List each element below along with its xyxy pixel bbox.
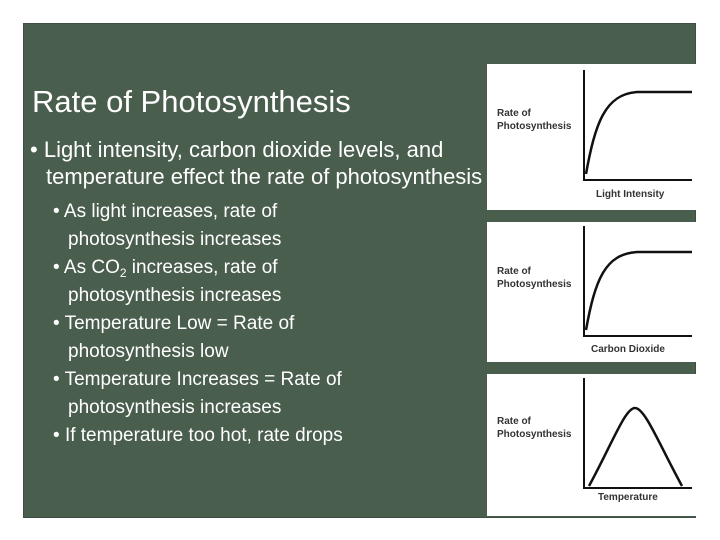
saturation-curve: [586, 252, 692, 330]
graph-ylabel: Rate of: [497, 416, 531, 427]
sub-bullet-text: increases, rate of photosynthesis increases: [68, 257, 282, 306]
graph-xlabel: Carbon Dioxide: [591, 344, 665, 355]
bullet-main-text: Light intensity, carbon dioxide levels, and temperature effect the rate of photosynthesis: [43, 137, 483, 189]
bullet-list: [30, 136, 490, 450]
light-intensity-graph: [487, 64, 697, 210]
sub-bullet-text: Temperature Low = Rate of photosynthesis low: [64, 313, 295, 362]
sub-bullet-text: If temperature too hot, rate drops: [64, 425, 343, 446]
graph-axes: [584, 378, 692, 488]
saturation-curve: [586, 92, 692, 174]
graph-ylabel: Rate of: [497, 266, 531, 277]
graph-ylabel: Photosynthesis: [497, 429, 572, 440]
sub-bullet-co2: • As $CO_2$ increases, rate of photosynthesis increases: [53, 257, 282, 306]
bullet-main: • Light intensity, carbon dioxide levels, and temperature effect the rate of photosynthesis: [30, 137, 483, 189]
sub-bullet-temp-low: • Temperature Low = Rate of photosynthesis low: [53, 313, 295, 362]
peak-curve: [589, 408, 682, 486]
sub-bullet-text: Temperature Increases = Rate of photosynthesis increases: [64, 369, 342, 418]
carbon-dioxide-graph: [487, 222, 697, 362]
sub-bullet-light: • As light increases, rate of photosynthesis increases: [53, 201, 282, 250]
graph-ylabel: Photosynthesis: [497, 279, 572, 290]
sub-bullet-text: As light increases, rate of photosynthesis increases: [63, 201, 282, 250]
temperature-graph-svg: [487, 374, 697, 516]
sub-bullet-temp-increase: • Temperature Increases = Rate of photosynthesis increases: [53, 369, 342, 418]
graph-xlabel: Temperature: [598, 492, 658, 503]
light-intensity-graph-svg: [487, 64, 697, 210]
graph-axes: [584, 70, 692, 180]
graph-xlabel: Light Intensity: [596, 189, 665, 200]
sub-bullet-too-hot: • If temperature too hot, rate drops: [53, 425, 343, 446]
graph-ylabel: Rate of: [497, 108, 531, 119]
sub-bullet-text: As CO: [63, 257, 120, 278]
carbon-dioxide-graph-svg: [487, 222, 697, 362]
slide-title: Rate of Photosynthesis: [32, 84, 351, 119]
graph-ylabel: Photosynthesis: [497, 121, 572, 132]
co2-subscript: 2: [119, 266, 127, 280]
temperature-graph: [487, 374, 697, 516]
